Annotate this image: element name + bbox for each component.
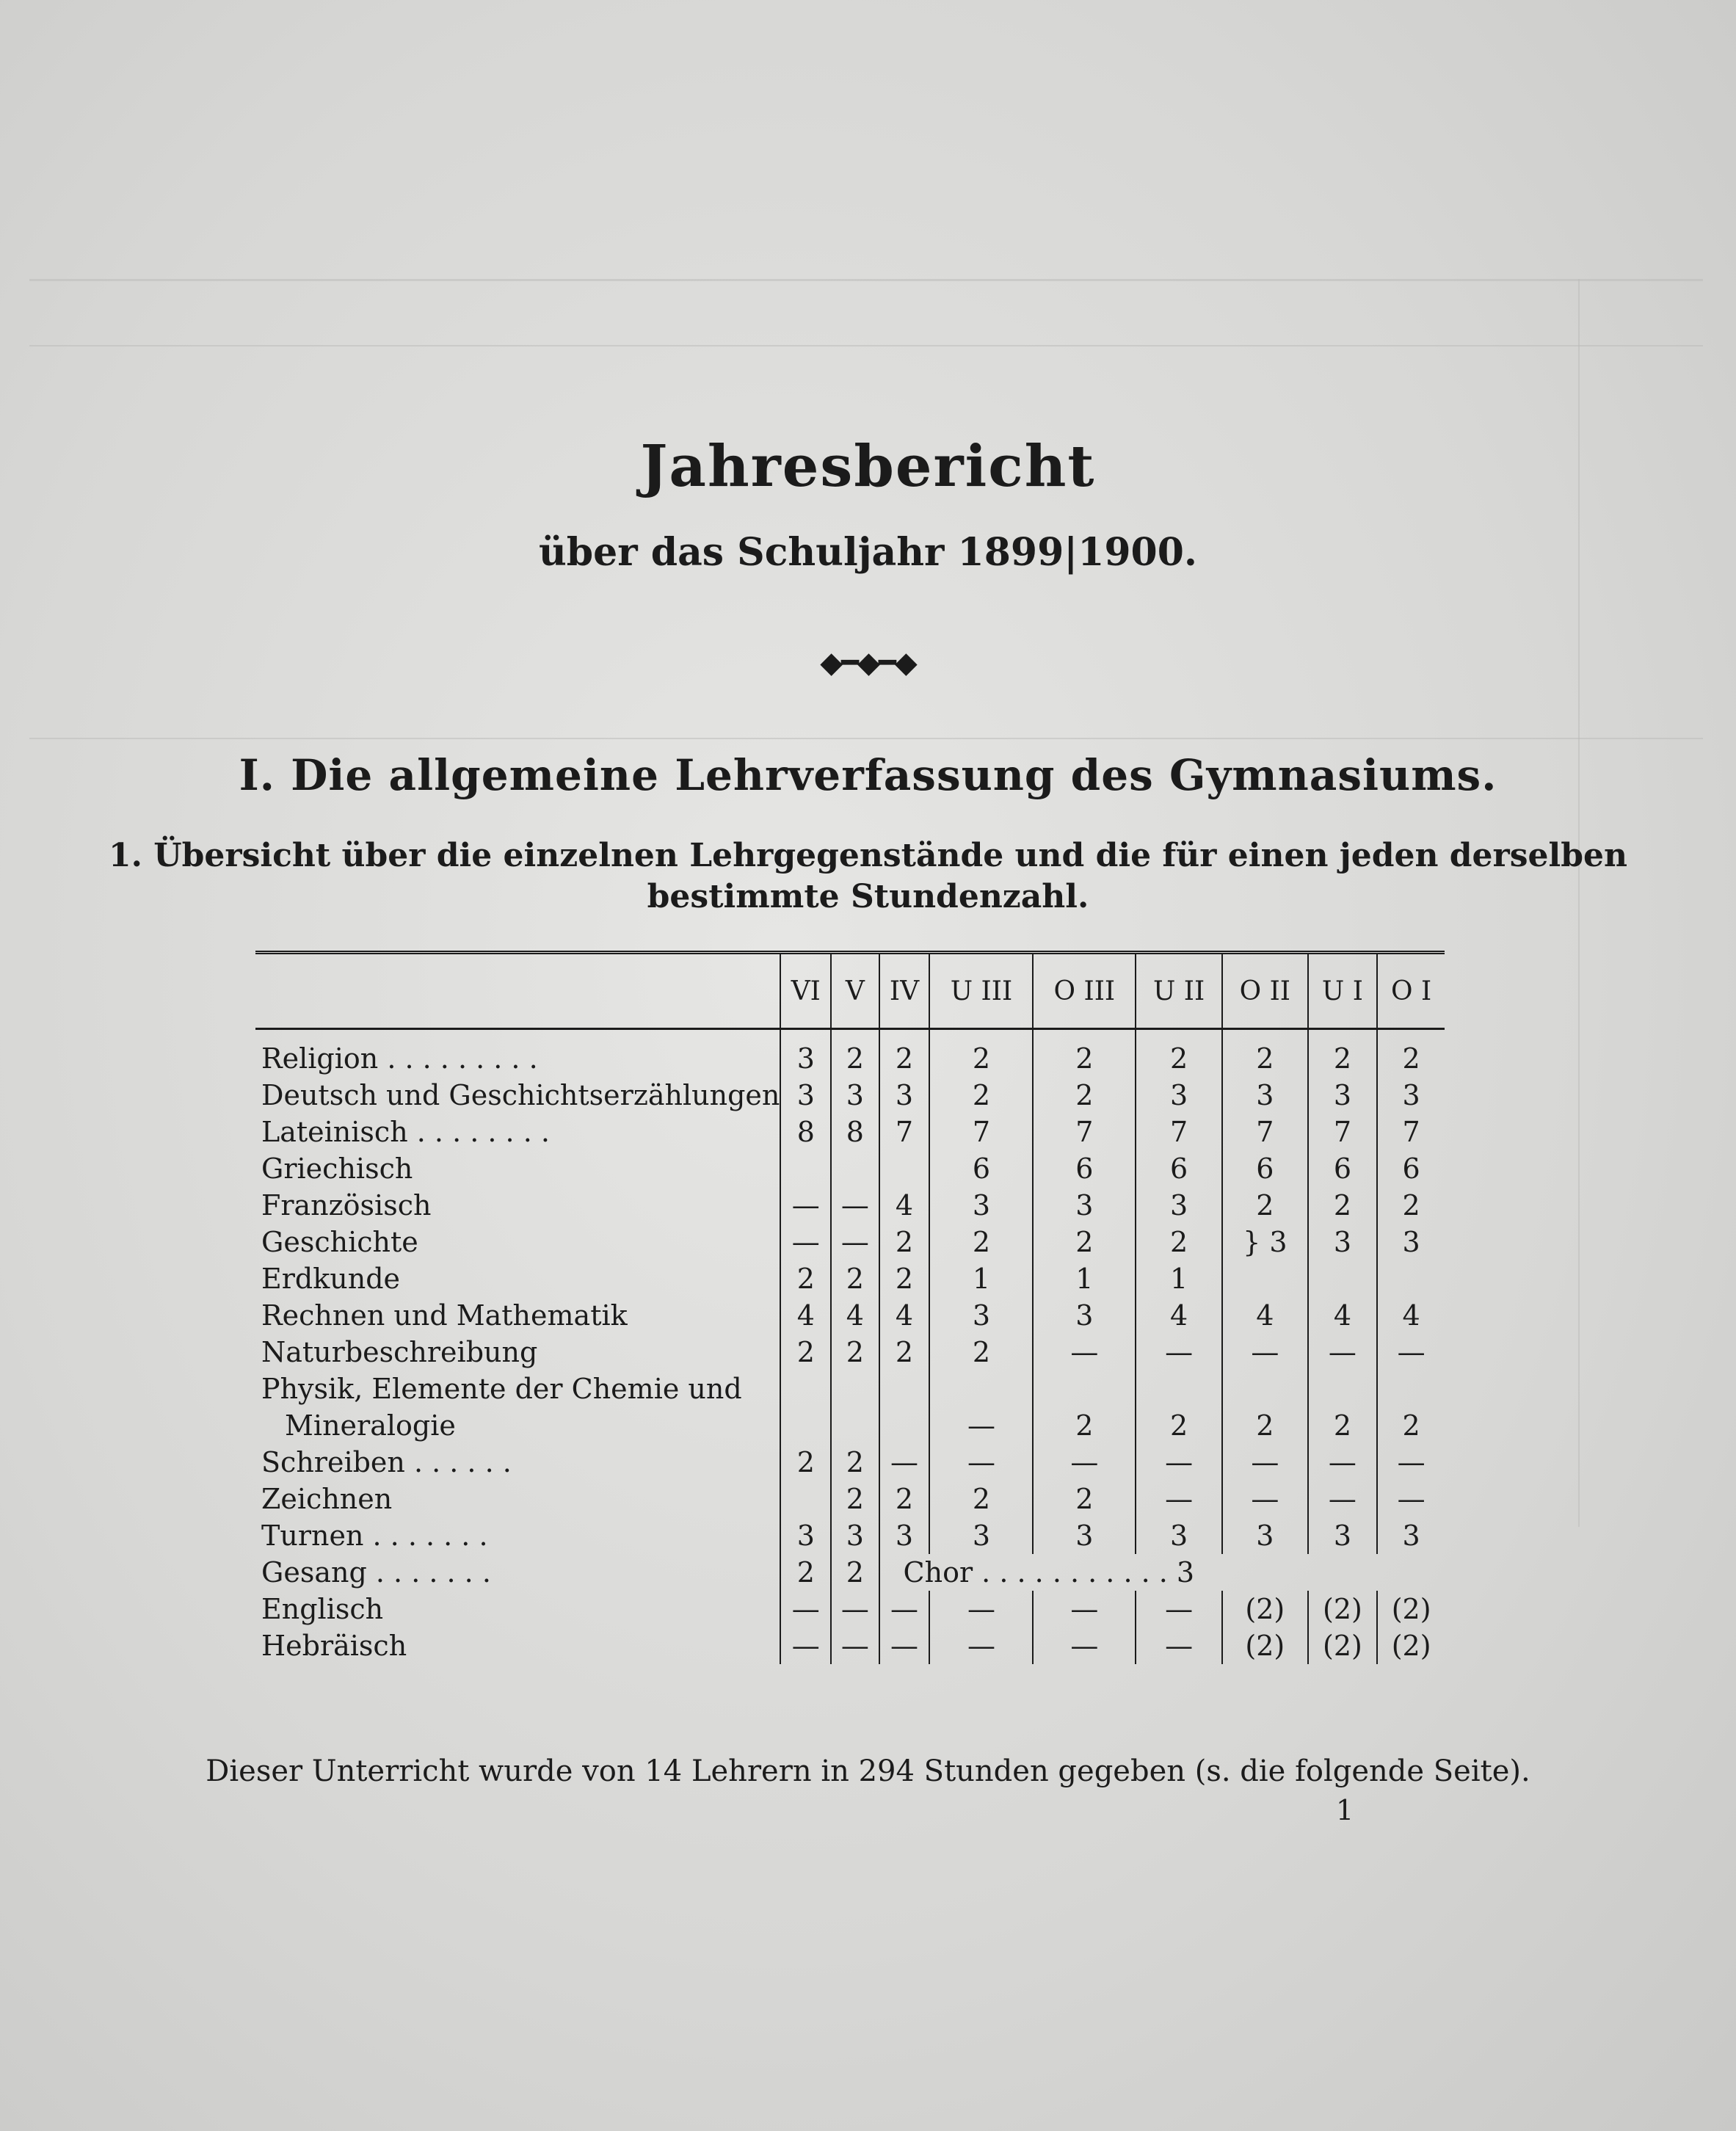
hours-cell: [1377, 1260, 1445, 1297]
hours-cell: 2: [780, 1554, 831, 1591]
hours-cell: 2: [879, 1224, 930, 1260]
hours-cell: [1136, 1371, 1222, 1407]
bleed-through-line: [29, 345, 1703, 346]
hours-cell: 7: [1377, 1114, 1445, 1150]
hours-cell: —: [1033, 1591, 1136, 1627]
hours-cell: —: [1033, 1444, 1136, 1481]
hours-cell: 3: [929, 1517, 1033, 1554]
chor-cell: Chor . . . . . . . . . . . 3: [879, 1554, 1445, 1591]
hours-cell: —: [831, 1591, 879, 1627]
hours-cell: —: [929, 1444, 1033, 1481]
table-row: [255, 1591, 1445, 1627]
hours-cell: 3: [929, 1297, 1033, 1334]
hours-cell: 7: [1222, 1114, 1308, 1150]
hours-cell: 2: [1222, 1187, 1308, 1224]
hours-cell: 6: [1136, 1150, 1222, 1187]
table-header-row: [255, 953, 1445, 1029]
hours-cell: 2: [929, 1224, 1033, 1260]
table-row: [255, 1224, 1445, 1260]
hours-cell: 2: [1136, 1224, 1222, 1260]
hours-cell: [1308, 1371, 1378, 1407]
hours-cell: 1: [1136, 1260, 1222, 1297]
hours-cell: 4: [879, 1297, 930, 1334]
hours-cell: —: [780, 1187, 831, 1224]
hours-cell: —: [1033, 1334, 1136, 1371]
hours-cell: —: [1377, 1481, 1445, 1517]
subject-name: Lateinisch . . . . . . . .: [261, 1116, 550, 1148]
hours-cell: [831, 1150, 879, 1187]
hours-cell: 7: [1136, 1114, 1222, 1150]
table-row: [255, 1371, 1445, 1407]
hours-cell: —: [780, 1224, 831, 1260]
hours-cell: 2: [929, 1040, 1033, 1077]
hours-cell: 2: [1033, 1224, 1136, 1260]
column-header: U II: [1136, 953, 1222, 1029]
table-heading-continued: bestimmte Stundenzahl.: [647, 878, 1089, 915]
hours-cell: —: [780, 1591, 831, 1627]
table-row: [255, 1114, 1445, 1150]
hours-cell: —: [879, 1444, 930, 1481]
column-header: V: [831, 953, 879, 1029]
table-row: [255, 1150, 1445, 1187]
subject-name: Religion . . . . . . . . .: [261, 1042, 538, 1075]
column-header: VI: [780, 953, 831, 1029]
hours-cell: 6: [929, 1150, 1033, 1187]
hours-cell: 2: [879, 1040, 930, 1077]
table-row: [255, 1407, 1445, 1444]
subject-name: Gesang . . . . . . .: [261, 1556, 491, 1589]
hours-cell: 7: [929, 1114, 1033, 1150]
hours-cell: [831, 1407, 879, 1444]
hours-cell: 2: [1308, 1040, 1378, 1077]
bleed-through-line: [29, 738, 1703, 739]
column-header: U I: [1308, 953, 1378, 1029]
hours-cell: 4: [780, 1297, 831, 1334]
hours-cell: 3: [1136, 1077, 1222, 1114]
hours-cell: (2): [1377, 1627, 1445, 1664]
hours-cell: [879, 1407, 930, 1444]
subject-name: Erdkunde: [261, 1263, 401, 1295]
hours-cell: —: [929, 1627, 1033, 1664]
table-row: [255, 1297, 1445, 1334]
hours-cell: —: [1308, 1481, 1378, 1517]
hours-cell: [1308, 1260, 1378, 1297]
column-header: O III: [1033, 953, 1136, 1029]
hours-cell: 4: [1136, 1297, 1222, 1334]
hours-cell: 3: [1136, 1187, 1222, 1224]
footer-note: Dieser Unterricht wurde von 14 Lehrern in 294 Stunden gegeben (s. die folgende Seite).: [206, 1754, 1530, 1788]
hours-cell: —: [1033, 1627, 1136, 1664]
hours-cell: [831, 1371, 879, 1407]
hours-cell: 3: [780, 1077, 831, 1114]
hours-cell: (2): [1308, 1591, 1378, 1627]
hours-cell: 7: [1033, 1114, 1136, 1150]
subject-name: Englisch: [261, 1593, 384, 1625]
hours-cell: 2: [1308, 1407, 1378, 1444]
hours-cell: —: [929, 1591, 1033, 1627]
page-number: 1: [1336, 1794, 1354, 1826]
hours-cell: [879, 1150, 930, 1187]
hours-cell: 3: [1222, 1077, 1308, 1114]
subject-name: Naturbeschreibung: [261, 1336, 538, 1368]
hours-cell: —: [831, 1224, 879, 1260]
hours-cell: 2: [831, 1481, 879, 1517]
bleed-through-line: [29, 279, 1703, 281]
table-row: [255, 1334, 1445, 1371]
hours-cell: 4: [1377, 1297, 1445, 1334]
hours-cell: (2): [1222, 1627, 1308, 1664]
hours-cell: 1: [929, 1260, 1033, 1297]
column-header: O II: [1222, 953, 1308, 1029]
subject-name: Mineralogie: [285, 1409, 456, 1442]
hours-cell: 3: [879, 1517, 930, 1554]
hours-cell: 4: [879, 1187, 930, 1224]
hours-cell: 2: [1136, 1040, 1222, 1077]
hours-cell: [1033, 1371, 1136, 1407]
hours-cell: 2: [1377, 1040, 1445, 1077]
hours-cell: [780, 1150, 831, 1187]
hours-cell: 3: [1308, 1077, 1378, 1114]
subject-name: Griechisch: [261, 1152, 413, 1185]
hours-cell: 2: [879, 1334, 930, 1371]
hours-cell: 2: [831, 1260, 879, 1297]
hours-cell: —: [1136, 1481, 1222, 1517]
hours-cell: 2: [929, 1077, 1033, 1114]
column-header: O I: [1377, 953, 1445, 1029]
merged-value: 3: [1402, 1226, 1420, 1258]
hours-cell: 2: [831, 1334, 879, 1371]
hours-cell: [1377, 1371, 1445, 1407]
table-row: [255, 1517, 1445, 1554]
table-row: [255, 1627, 1445, 1664]
hours-cell: —: [1377, 1334, 1445, 1371]
hours-cell: 2: [929, 1481, 1033, 1517]
table-heading: 1. Übersicht über die einzelnen Lehrgegenstände und die für einen jeden derselben: [109, 837, 1627, 874]
hours-cell: 2: [780, 1334, 831, 1371]
column-header: IV: [879, 953, 930, 1029]
hours-cell: 4: [831, 1297, 879, 1334]
hours-cell: [780, 1481, 831, 1517]
hours-cell: 3: [780, 1040, 831, 1077]
hours-cell: 2: [1033, 1481, 1136, 1517]
hours-cell: 2: [929, 1334, 1033, 1371]
page-subtitle: über das Schuljahr 1899|1900.: [538, 530, 1198, 575]
hours-cell: 3: [1136, 1517, 1222, 1554]
hours-cell: [780, 1371, 831, 1407]
hours-cell: 3: [1033, 1187, 1136, 1224]
table-row: [255, 1187, 1445, 1224]
table-row: [255, 1077, 1445, 1114]
hours-cell: 3: [831, 1517, 879, 1554]
ornament-divider: ◆━◆━◆: [820, 646, 916, 680]
hours-cell: 6: [1308, 1150, 1378, 1187]
subject-column-header: [255, 953, 780, 1029]
hours-cell: [879, 1371, 930, 1407]
hours-cell: —: [1222, 1444, 1308, 1481]
hours-cell: (2): [1222, 1591, 1308, 1627]
merged-hours-cell: [1377, 1224, 1445, 1260]
hours-cell: —: [1222, 1334, 1308, 1371]
table-row: [255, 1554, 1445, 1591]
hours-cell: —: [831, 1187, 879, 1224]
merged-hours-cell: [1308, 1224, 1378, 1260]
hours-cell: 3: [1377, 1517, 1445, 1554]
hours-cell: 2: [831, 1444, 879, 1481]
merged-value: 3: [1333, 1226, 1352, 1258]
hours-table: [255, 951, 1445, 1664]
merged-value: 3: [1269, 1226, 1288, 1258]
hours-cell: —: [1308, 1334, 1378, 1371]
hours-cell: 2: [780, 1444, 831, 1481]
hours-cell: 2: [1377, 1187, 1445, 1224]
hours-cell: (2): [1308, 1627, 1378, 1664]
hours-cell: —: [1377, 1444, 1445, 1481]
hours-cell: 2: [831, 1040, 879, 1077]
hours-cell: —: [879, 1591, 930, 1627]
hours-cell: —: [929, 1407, 1033, 1444]
page-title: Jahresbericht: [640, 433, 1096, 500]
hours-cell: 3: [1377, 1077, 1445, 1114]
subject-name: Physik, Elemente der Chemie und: [261, 1373, 742, 1405]
hours-cell: 1: [1033, 1260, 1136, 1297]
merged-hours-cell: } 3: [1222, 1224, 1308, 1260]
hours-cell: —: [1136, 1334, 1222, 1371]
hours-cell: 4: [1222, 1297, 1308, 1334]
hours-cell: 3: [1033, 1297, 1136, 1334]
subject-name: Hebräisch: [261, 1630, 407, 1662]
hours-cell: —: [1136, 1627, 1222, 1664]
subject-name: Zeichnen: [261, 1483, 393, 1515]
hours-cell: (2): [1377, 1591, 1445, 1627]
hours-cell: 2: [1033, 1407, 1136, 1444]
hours-cell: 7: [1308, 1114, 1378, 1150]
hours-cell: —: [1136, 1444, 1222, 1481]
hours-cell: 2: [1222, 1407, 1308, 1444]
hours-cell: 2: [1377, 1407, 1445, 1444]
hours-cell: —: [1308, 1444, 1378, 1481]
subject-name: Schreiben . . . . . .: [261, 1446, 512, 1478]
hours-cell: 8: [780, 1114, 831, 1150]
hours-cell: 2: [780, 1260, 831, 1297]
hours-cell: —: [879, 1627, 930, 1664]
hours-cell: 3: [1222, 1517, 1308, 1554]
hours-cell: [1222, 1260, 1308, 1297]
hours-cell: [929, 1371, 1033, 1407]
column-header: U III: [929, 953, 1033, 1029]
hours-cell: 2: [831, 1554, 879, 1591]
hours-cell: 3: [879, 1077, 930, 1114]
hours-cell: [780, 1407, 831, 1444]
hours-cell: 2: [1033, 1040, 1136, 1077]
table-row: [255, 1260, 1445, 1297]
hours-cell: [1222, 1371, 1308, 1407]
hours-cell: 3: [1033, 1517, 1136, 1554]
hours-cell: 7: [879, 1114, 930, 1150]
hours-cell: 6: [1377, 1150, 1445, 1187]
subject-name: Deutsch und Geschichtserzählungen: [261, 1079, 780, 1111]
hours-cell: —: [831, 1627, 879, 1664]
hours-cell: —: [780, 1627, 831, 1664]
table-row: [255, 1040, 1445, 1077]
hours-cell: 2: [1136, 1407, 1222, 1444]
subject-name: Französisch: [261, 1189, 432, 1221]
hours-cell: 2: [1308, 1187, 1378, 1224]
hours-cell: 2: [879, 1481, 930, 1517]
hours-cell: 3: [831, 1077, 879, 1114]
hours-cell: 2: [1222, 1040, 1308, 1077]
hours-cell: 2: [879, 1260, 930, 1297]
hours-cell: 4: [1308, 1297, 1378, 1334]
hours-cell: —: [1222, 1481, 1308, 1517]
hours-cell: 6: [1222, 1150, 1308, 1187]
table-row: [255, 1481, 1445, 1517]
subject-name: Geschichte: [261, 1226, 418, 1258]
hours-cell: 3: [1308, 1517, 1378, 1554]
table-row: [255, 1444, 1445, 1481]
subject-name: Rechnen und Mathematik: [261, 1299, 628, 1332]
hours-cell: 3: [780, 1517, 831, 1554]
hours-cell: —: [1136, 1591, 1222, 1627]
hours-cell: 6: [1033, 1150, 1136, 1187]
hours-cell: 2: [1033, 1077, 1136, 1114]
section-title: I. Die allgemeine Lehrverfassung des Gymnasiums.: [239, 750, 1497, 800]
hours-cell: 8: [831, 1114, 879, 1150]
subject-name: Turnen . . . . . . .: [261, 1520, 488, 1552]
hours-cell: 3: [929, 1187, 1033, 1224]
